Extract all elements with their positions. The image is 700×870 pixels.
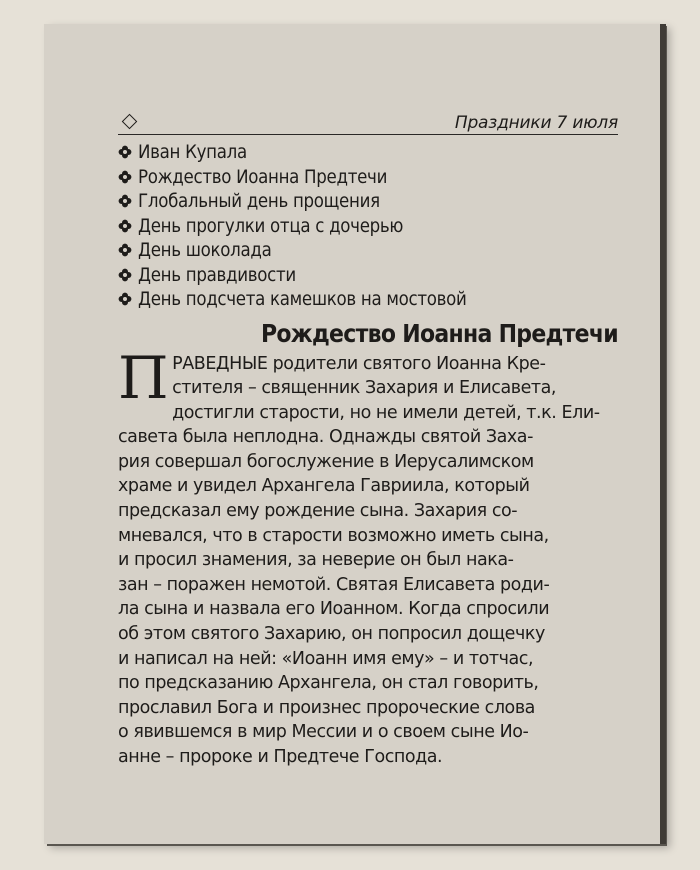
drop-cap: П: [118, 343, 169, 412]
holiday-label: Иван Купала: [138, 142, 247, 163]
body-line: прославил Бога и произнес пророческие слова: [118, 697, 535, 718]
body-line: зан – поражен немотой. Святая Елисавета роди-: [118, 574, 550, 595]
flower-bullet-icon: [118, 142, 132, 156]
section-header: [118, 108, 618, 135]
clipping-edge-shadow: [660, 24, 666, 844]
body-line: анне – пророке и Предтече Господа.: [118, 747, 443, 767]
holiday-label: Глобальный день прощения: [138, 191, 380, 212]
list-item: [118, 288, 618, 313]
body-line: мневался, что в старости возможно иметь сына,: [118, 525, 549, 546]
article-headline: Рождество Иоанна Предтечи: [260, 318, 618, 348]
holiday-label: День правдивости: [138, 264, 296, 286]
body-line: ла сына и назвала его Иоанном. Когда спросили: [118, 599, 550, 620]
list-item: [118, 239, 618, 264]
holiday-label: День подсчета камешков на мостовой: [138, 289, 467, 310]
flower-bullet-icon: [118, 240, 132, 254]
diamond-icon: [122, 114, 138, 130]
body-line: и просил знамения, за неверие он был нака-: [118, 550, 514, 571]
holiday-label: День прогулки отца с дочерью: [138, 215, 404, 237]
body-line: савета была неплодна. Однажды святой Заха-: [118, 427, 533, 448]
list-item: [118, 215, 618, 240]
body-line: стителя – священник Захария и Елисавета,: [172, 378, 557, 399]
article-block: [118, 108, 618, 770]
body-line: предсказал ему рождение сына. Захария со-: [118, 501, 518, 522]
flower-bullet-icon: [118, 265, 132, 279]
section-title: Праздники 7 июля: [454, 113, 618, 133]
body-line: храме и увидел Архангела Гавриила, который: [118, 476, 530, 497]
body-line: достигли старости, но не имели детей, т.к. Ели-: [172, 402, 600, 423]
list-item: [118, 141, 618, 166]
body-line: и написал на ней: «Иоанн имя ему» – и тотчас,: [118, 648, 534, 669]
flower-bullet-icon: [118, 216, 132, 230]
list-item: [118, 166, 618, 191]
list-item: [118, 264, 618, 289]
holiday-label: День шоколада: [138, 240, 272, 261]
holiday-list: [118, 141, 618, 313]
article-body: [118, 343, 618, 770]
flower-bullet-icon: [118, 191, 132, 205]
body-line: по предсказанию Архангела, он стал говорить,: [118, 673, 539, 694]
flower-bullet-icon: [118, 289, 132, 303]
body-line: рия совершал богослужение в Иерусалимском: [118, 451, 534, 472]
body-line: об этом святого Захарию, он попросил дощечку: [118, 624, 545, 645]
list-item: [118, 190, 618, 215]
body-line: о явившемся в мир Мессии и о своем сыне Ио-: [118, 722, 529, 743]
body-line: РАВЕДНЫЕ родители святого Иоанна Кре-: [172, 353, 546, 374]
flower-bullet-icon: [118, 167, 132, 181]
holiday-label: Рождество Иоанна Предтечи: [138, 166, 388, 188]
